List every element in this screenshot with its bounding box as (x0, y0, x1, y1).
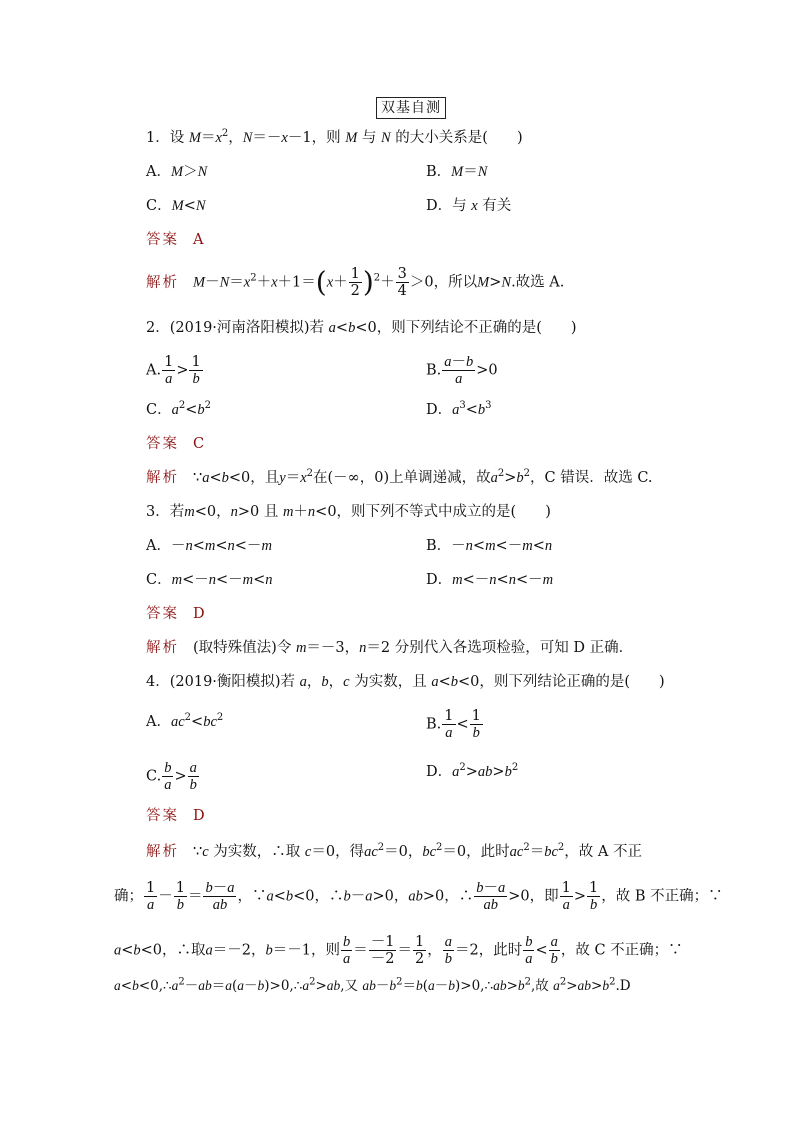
question-2-stem: 2．(2019·河南洛阳模拟)若 a<b<0，则下列结论不正确的是( ) (146, 320, 577, 336)
q3-option-a: A．－n<m<n<－m (146, 538, 272, 554)
q4-option-a: A．$ac^2<bc^2$ (146, 712, 224, 730)
q1-solution: 解析 $M-N=x^2+x+1=(x+$ $\frac{1}{2}$ )$^2$＋ $\frac{3}{4}$ ＞0，所以M>N.故选 A. (146, 265, 565, 299)
q4-solution-line-4: $a<b<0,\therefore a^2-ab=a(a-b)>0,\therefore a^2>ab$,又 $ab-b^2=b(a-b)>0,\therefore ab>b^2$,故 $a^2>ab>b^2.D$ (114, 976, 631, 994)
q4-option-d: D．$a^2>ab>b^2$ (426, 762, 519, 780)
q1-option-c: C．M<N (146, 198, 206, 214)
q2-option-d: D．$a^3<b^3$ (426, 400, 492, 418)
q3-option-d: D．m<－n<n<－m (426, 572, 554, 588)
question-3-stem: 3．若m<0，n>0 且 m＋n<0，则下列不等式中成立的是( ) (146, 504, 551, 520)
q1-option-a: A．M＞N (146, 164, 208, 180)
q3-solution: 解析 (取特殊值法)令 m＝－3，n＝2 分别代入各选项检验，可知 D 正确． (146, 640, 634, 656)
q1-answer: 答案 A (146, 232, 204, 248)
q4-option-b: B. $\frac{1}{a}$ < $\frac{1}{b}$ (426, 708, 481, 741)
q3-option-c: C．m<－n<－m<n (146, 572, 273, 588)
q2-option-c: C．$a^2<b^2$ (146, 400, 212, 418)
q2-answer: 答案 C (146, 436, 205, 452)
q4-solution-line-2: 确； $\frac{1}{a}$ － $\frac{1}{b}$ ＝ $\frac{b-a}{ab}$ ，∵a<b<0，∴b－a>0，ab>0，∴ $\frac{b-a}{ab}$ >0，即 $\frac{1}{a}$ > $\frac{1}{b}$ ，故 B 不正确；∵ (114, 880, 723, 913)
q2-solution: 解析 ∵a<b<0，且$y=x^2$在(－∞，0)上单调递减，故$a^2>b^2$，C 错误．故选 C. (146, 468, 653, 486)
q3-answer: 答案 D (146, 606, 205, 622)
q4-answer: 答案 D (146, 808, 205, 824)
q1-option-b: B．M＝N (426, 164, 488, 180)
q4-option-c: C. $\frac{b}{a}$ > $\frac{a}{b}$ (146, 760, 197, 793)
q1-option-d: D．与 x 有关 (426, 198, 512, 214)
question-4-stem: 4．(2019·衡阳模拟)若 a，b，c 为实数，且 a<b<0，则下列结论正确的是( ) (146, 674, 665, 690)
q3-option-b: B．－n<m<－m<n (426, 538, 553, 554)
q2-option-a: A. $\frac{1}{a}$ > $\frac{1}{b}$ (146, 354, 201, 387)
q4-solution-line-1: 解析 ∵c 为实数，∴取 c＝0，得$ac^2=0$，$bc^2=0$，此时$ac^2=bc^2$，故 A 不正 (146, 842, 642, 860)
section-title: 双基自测 (376, 97, 446, 119)
q2-option-b: B. $\frac{a-b}{a}$ >0 (426, 354, 498, 387)
q4-solution-line-3: a<b<0，∴取a＝－2，b＝－1，则 $\frac{b}{a}$ ＝ $\frac{-1}{-2}$ ＝ $\frac{1}{2}$ ， $\frac{a}{b}$ ＝2，此时 $\frac{b}{a}$ < $\frac{a}{b}$ ，故 C 不正确；∵ (114, 934, 683, 967)
question-1-stem: 1．设 $M=x^2$，N＝－x－1，则 M 与 N 的大小关系是( ) (146, 128, 523, 146)
